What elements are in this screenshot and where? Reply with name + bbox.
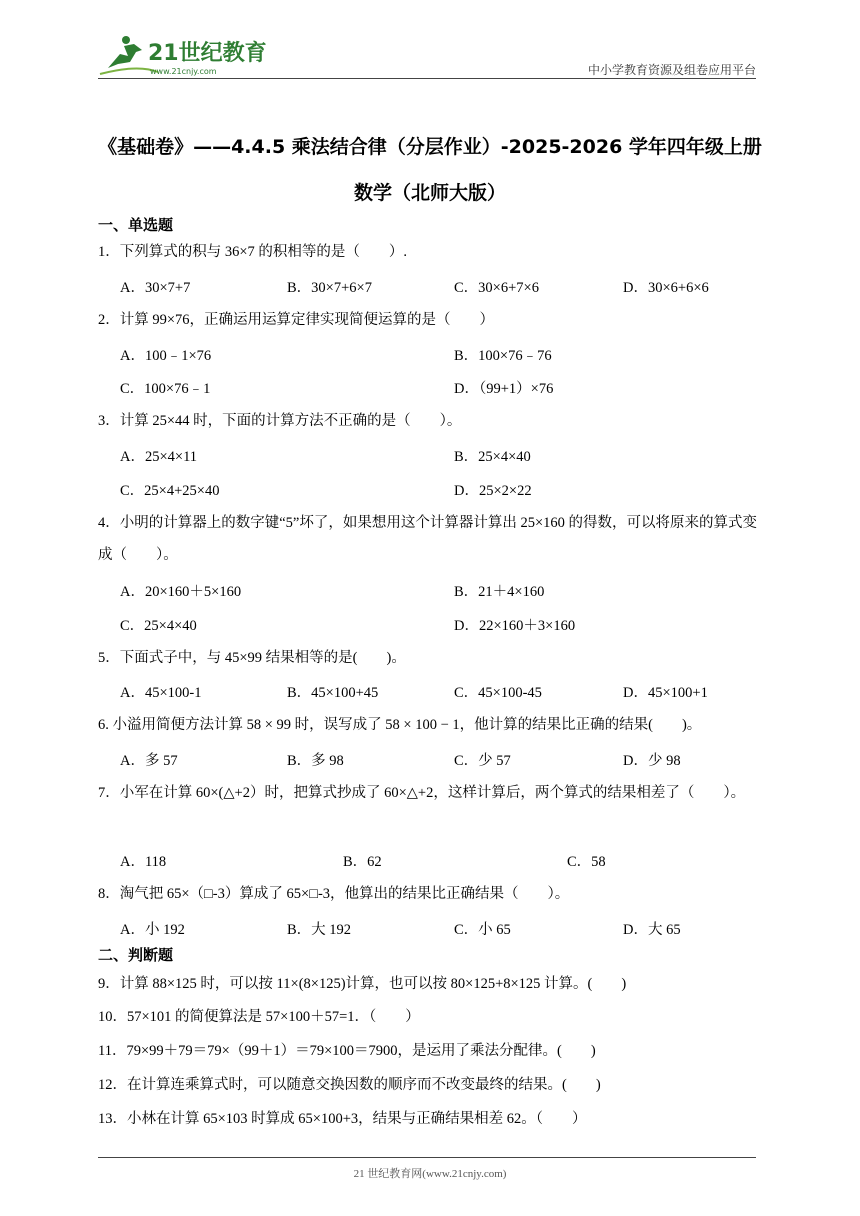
option: B．21＋4×160 [454, 584, 545, 600]
option: D．（99+1）×76 [454, 381, 554, 397]
question-stem: 7．小军在计算 60×(△+2）时，把算式抄成了 60×△+2，这样计算后，两个算式的结果相差了（ ）。 [98, 785, 746, 801]
option: A．118 [120, 854, 167, 870]
question-stem: 6. 小溢用简便方法计算 58 × 99 时，误写成了 58 × 100 − 1，他计算的结果比正确的结果( )。 [98, 717, 702, 733]
judgment-item: 13．小林在计算 65×103 时算成 65×100+3，结果与正确结果相差 62。（ ） [98, 1111, 587, 1127]
option: D．少 98 [623, 753, 681, 769]
judgment-item: 11．79×99＋79＝79×（99＋1）＝79×100＝7900，是运用了乘法分配律。( ) [98, 1043, 596, 1059]
judgment-item: 9．计算 88×125 时，可以按 11×(8×125)计算，也可以按 80×125+8×125 计算。( ) [98, 976, 627, 992]
header-divider [98, 78, 756, 79]
option: A．100﹣1×76 [120, 348, 212, 364]
option: A．25×4×11 [120, 449, 198, 465]
option: B．100×76﹣76 [454, 348, 552, 364]
option: C．58 [567, 854, 606, 870]
option: D．大 65 [623, 922, 681, 938]
option: B．45×100+45 [287, 685, 379, 701]
site-logo [98, 34, 268, 78]
option: B．62 [343, 854, 382, 870]
judgment-item: 10．57×101 的简便算法是 57×100＋57=1．（ ） [98, 1009, 420, 1025]
header-platform-text: 中小学教育资源及组卷应用平台 [587, 63, 756, 77]
section-heading-single-choice: 一、单选题 [98, 216, 174, 234]
logo-url: www.21cnjy.com [150, 67, 217, 76]
option: B．30×7+6×7 [287, 280, 372, 296]
option: C．小 65 [454, 922, 511, 938]
option: D．22×160＋3×160 [454, 618, 576, 634]
judgment-item: 12．在计算连乘算式时，可以随意交换因数的顺序而不改变最终的结果。( ) [98, 1077, 601, 1093]
option: C．25×4+25×40 [120, 483, 220, 499]
option: C．45×100-45 [454, 685, 542, 701]
option: C．少 57 [454, 753, 511, 769]
option: C．30×6+7×6 [454, 280, 539, 296]
logo-text: 21世纪教育 [148, 41, 267, 66]
page-title-line1: 《基础卷》——4.4.5 乘法结合律（分层作业）-2025-2026 学年四年级上册 [98, 136, 762, 158]
option: B．多 98 [287, 753, 344, 769]
option: A．45×100-1 [120, 685, 202, 701]
question-stem: 8．淘气把 65×（□-3）算成了 65×□-3，他算出的结果比正确结果（ ）。 [98, 886, 570, 902]
option: B．大 192 [287, 922, 352, 938]
question-stem: 2．计算 99×76，正确运用运算定律实现简便运算的是（ ） [98, 312, 495, 328]
option: A．30×7+7 [120, 280, 191, 296]
page-footer: 21 世纪教育网(www.21cnjy.com) [353, 1168, 507, 1180]
option: A．20×160＋5×160 [120, 584, 242, 600]
option: D．30×6+6×6 [623, 280, 709, 296]
question-stem: 3．计算 25×44 时，下面的计算方法不正确的是（ ）。 [98, 413, 462, 429]
option: B．25×4×40 [454, 449, 531, 465]
question-stem: 4．小明的计算器上的数字键“5”坏了，如果想用这个计算器计算出 25×160 的得数，可以将原来的算式变成（ ）。 [98, 515, 758, 563]
question-stem: 5．下面式子中，与 45×99 结果相等的是( )。 [98, 650, 406, 666]
option: A．多 57 [120, 753, 178, 769]
option: C．25×4×40 [120, 618, 197, 634]
option: C．100×76﹣1 [120, 381, 211, 397]
option: A．小 192 [120, 922, 185, 938]
footer-divider [98, 1157, 756, 1158]
option: D．45×100+1 [623, 685, 708, 701]
section-heading-judgment: 二、判断题 [98, 946, 174, 964]
question-stem: 1．下列算式的积与 36×7 的积相等的是（ ）. [98, 244, 408, 260]
option: D．25×2×22 [454, 483, 532, 499]
page-header [98, 34, 756, 80]
page-title-line2: 数学（北师大版） [353, 182, 506, 204]
